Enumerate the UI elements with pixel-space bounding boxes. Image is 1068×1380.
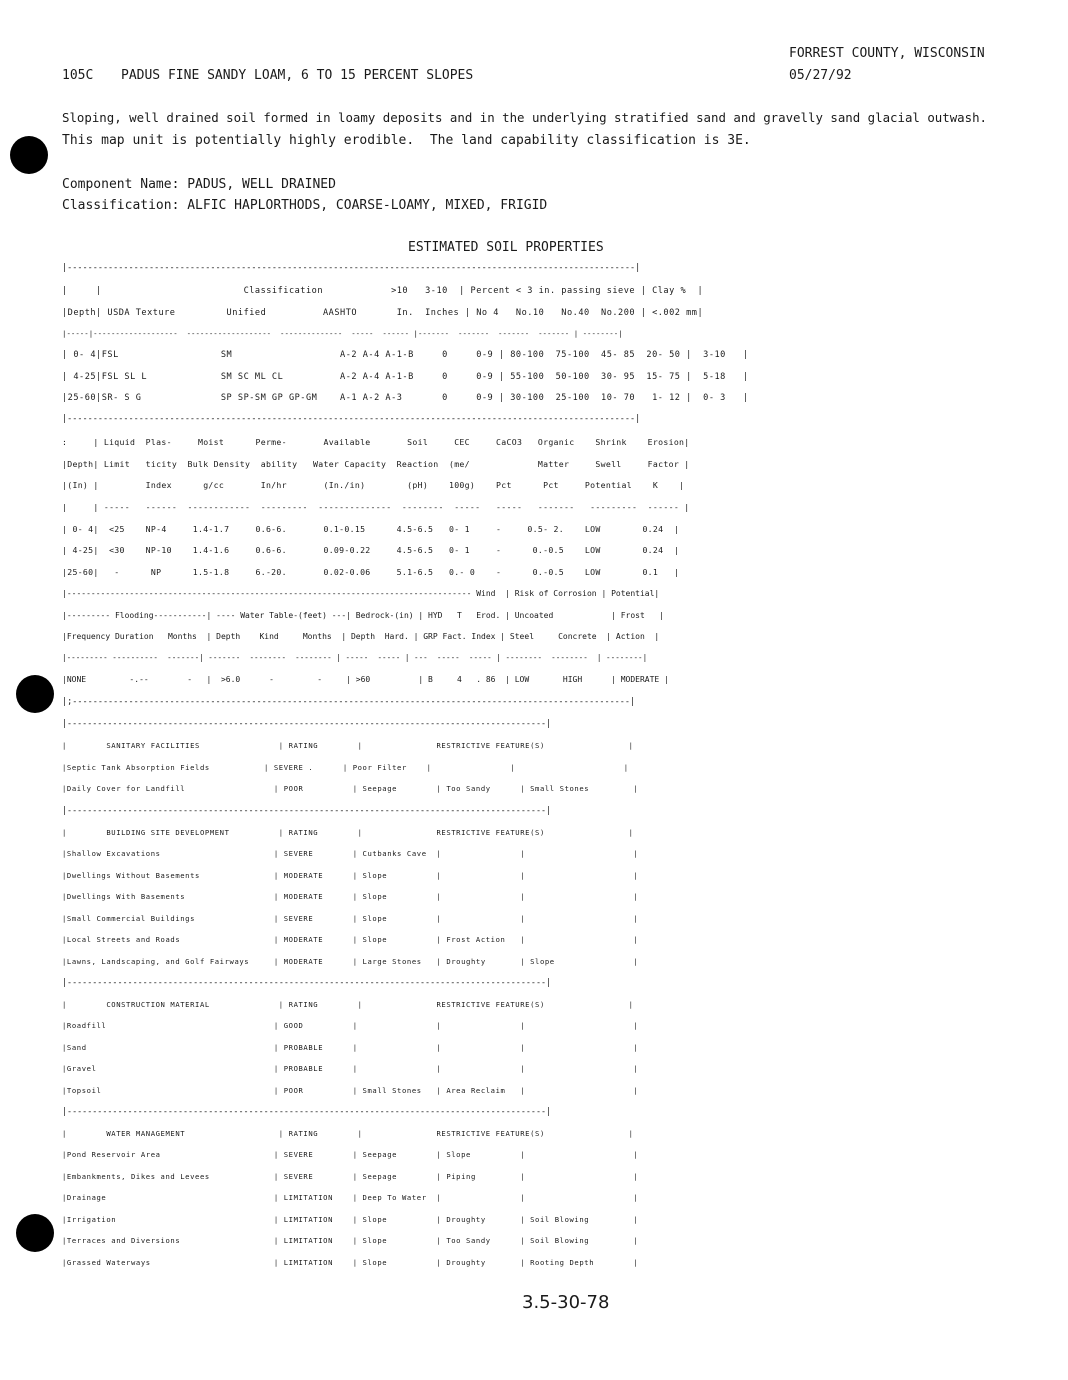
soil-line: : | Liquid Plas- Moist Perme- Available Soil CEC CaCO3 Organic Shrink Erosion| (62, 437, 690, 447)
map-unit-name: PADUS FINE SANDY LOAM, 6 TO 15 PERCENT SLOPES (121, 68, 474, 83)
interp-line: |-----------------------------------------------------------------------------------------------| (62, 977, 552, 987)
soil-line: |---------------------------------------------------------------------------------------------------------------| (62, 414, 641, 424)
interp-line: |Small Commercial Buildings | SEVERE | Slope | | | (62, 914, 639, 923)
soil-line: |25-60| - NP 1.5-1.8 6.-20. 0.02-0.06 5.1-6.5 0.- 0 - 0.-0.5 LOW 0.1 | (62, 567, 680, 577)
soil-line: | 4-25|FSL SL L SM SC ML CL A-2 A-4 A-1-B 0 0-9 | 55-100 50-100 30- 95 15- 75 | 5-18 | (62, 372, 749, 382)
punch-hole-top (10, 136, 48, 174)
interp-line: | BUILDING SITE DEVELOPMENT | RATING | RESTRICTIVE FEATURE(S) | (62, 828, 634, 837)
interp-line: |-----------------------------------------------------------------------------------------------| (62, 1106, 552, 1116)
page-number: 3.5-30-78 (522, 1292, 610, 1313)
interp-line: |Sand | PROBABLE | | | | (62, 1043, 639, 1052)
interp-line: | SANITARY FACILITIES | RATING | RESTRICTIVE FEATURE(S) | (62, 741, 634, 750)
report-date: 05/27/92 (789, 68, 852, 83)
soil-line: |---------------------------------------------------------------------------------------------------------------| (62, 263, 641, 273)
interp-line: |-----------------------------------------------------------------------------------------------| (62, 805, 552, 815)
soil-line: |--------- ---------- -------| ------- -------- -------- | ----- ----- | --- ----- ----- | -------- -------- | --------| (62, 653, 648, 662)
soil-line: |-----|------------------- ------------------- -------------- ----- ------ |------- ------- ------- ------- | --------| (62, 329, 623, 338)
soil-line: |Frequency Duration Months | Depth Kind Months | Depth Hard. | GRP Fact. Index | Steel Concrete | Action | (62, 632, 660, 641)
soil-line: | 0- 4|FSL SM A-2 A-4 A-1-B 0 0-9 | 80-100 75-100 45- 85 20- 50 | 3-10 | (62, 350, 749, 360)
soil-line: |Depth| Limit ticity Bulk Density ability Water Capacity Reaction (me/ Matter Swell Factor | (62, 459, 690, 469)
description-line-2: This map unit is potentially highly erodible. The land capability classification is 3E. (62, 133, 751, 148)
component-name: Component Name: PADUS, WELL DRAINED (62, 177, 336, 192)
interp-line: |Septic Tank Absorption Fields | SEVERE . | Poor Filter | | | (62, 763, 629, 772)
punch-hole-middle (16, 675, 54, 713)
interp-line: |Drainage | LIMITATION | Deep To Water | | | (62, 1193, 639, 1202)
punch-hole-bottom (16, 1214, 54, 1252)
description-line-1: Sloping, well drained soil formed in loamy deposits and in the underlying stratified sand and gravelly sand glacial outwash. (62, 110, 988, 125)
interp-line: |Lawns, Landscaping, and Golf Fairways | MODERATE | Large Stones | Droughty | Slope | (62, 957, 639, 966)
soil-line: | | Classification >10 3-10 | Percent < 3 in. passing sieve | Clay % | (62, 286, 704, 296)
soil-line: |25-60|SR- S G SP SP-SM GP GP-GM A-1 A-2 A-3 0 0-9 | 30-100 25-100 10- 70 1- 12 | 0- 3 | (62, 393, 749, 403)
component-classification: Classification: ALFIC HAPLORTHODS, COARSE-LOAMY, MIXED, FRIGID (62, 198, 548, 213)
interp-line: |Dwellings With Basements | MODERATE | Slope | | | (62, 892, 639, 901)
soil-line: |------------------------------------------------------------------------------------ Wind | Risk of Corrosion | Potential| (62, 589, 660, 598)
interp-line: |Grassed Waterways | LIMITATION | Slope | Droughty | Rooting Depth | (62, 1258, 639, 1267)
soil-line: |;-------------------------------------------------------------------------------------------------------------| (62, 697, 636, 707)
interp-line: |Embankments, Dikes and Levees | SEVERE | Seepage | Piping | | (62, 1172, 639, 1181)
table-title: ESTIMATED SOIL PROPERTIES (408, 240, 604, 255)
soil-line: |(In) | Index g/cc In/hr (In./in) (pH) 100g) Pct Pct Potential K | (62, 480, 685, 490)
interp-line: |Local Streets and Roads | MODERATE | Slope | Frost Action | | (62, 935, 639, 944)
soil-line: | 4-25| <30 NP-10 1.4-1.6 0.6-6. 0.09-0.22 4.5-6.5 0- 1 - 0.-0.5 LOW 0.24 | (62, 545, 680, 555)
interp-line: |Shallow Excavations | SEVERE | Cutbanks Cave | | | (62, 849, 639, 858)
interp-line: |Daily Cover for Landfill | POOR | Seepage | Too Sandy | Small Stones | (62, 784, 639, 793)
interp-line: |Topsoil | POOR | Small Stones | Area Reclaim | | (62, 1086, 639, 1095)
interp-line: |Roadfill | GOOD | | | | (62, 1021, 639, 1030)
interp-line: | CONSTRUCTION MATERIAL | RATING | RESTRICTIVE FEATURE(S) | (62, 1000, 634, 1009)
interp-line: |Terraces and Diversions | LIMITATION | Slope | Too Sandy | Soil Blowing | (62, 1236, 639, 1245)
interp-line: |Dwellings Without Basements | MODERATE | Slope | | | (62, 871, 639, 880)
soil-line: | 0- 4| <25 NP-4 1.4-1.7 0.6-6. 0.1-0.15 4.5-6.5 0- 1 - 0.5- 2. LOW 0.24 | (62, 524, 680, 534)
interp-line: |Irrigation | LIMITATION | Slope | Droughty | Soil Blowing | (62, 1215, 639, 1224)
county-label: FORREST COUNTY, WISCONSIN (789, 46, 985, 61)
map-unit-symbol: 105C (62, 68, 94, 83)
soil-line: |--------- Flooding-----------| ---- Water Table-(feet) ---| Bedrock-(in) | HYD T Erod. | Uncoated | Frost | (62, 611, 665, 620)
interp-line: |-----------------------------------------------------------------------------------------------| (62, 718, 552, 728)
soil-line: |Depth| USDA Texture Unified AASHTO In. Inches | No 4 No.10 No.40 No.200 | <.002 mm| (62, 308, 704, 318)
soil-line: | | ----- ------ ------------ --------- -------------- -------- ----- ----- ------- --------- ------ | (62, 502, 690, 512)
interp-line: | WATER MANAGEMENT | RATING | RESTRICTIVE FEATURE(S) | (62, 1129, 634, 1138)
interp-line: |Gravel | PROBABLE | | | | (62, 1064, 639, 1073)
soil-line: |NONE -.-- - | >6.0 - - | >60 | B 4 . 86 | LOW HIGH | MODERATE | (62, 675, 669, 684)
interp-line: |Pond Reservoir Area | SEVERE | Seepage | Slope | | (62, 1150, 639, 1159)
